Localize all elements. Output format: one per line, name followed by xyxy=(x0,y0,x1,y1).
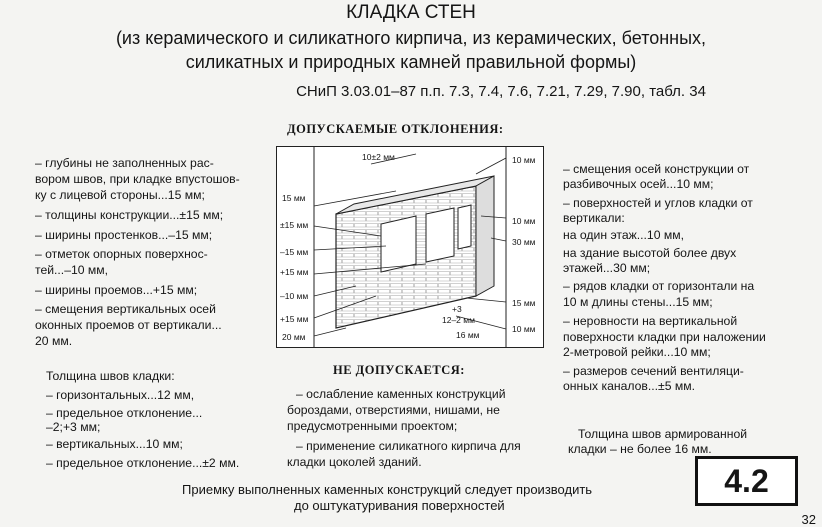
wall-drawing xyxy=(276,146,544,348)
list-item: – поверхностей и углов кладки от xyxy=(563,196,753,210)
list-item: – смещения вертикальных осей xyxy=(35,302,216,316)
dim-label-right: 15 мм xyxy=(512,298,536,308)
list-item: 20 мм. xyxy=(35,334,73,348)
list-item: – рядов кладки от горизонтали на xyxy=(563,279,755,293)
list-item: – предельное отклонение...±2 мм. xyxy=(46,456,240,470)
subtitle-line-1: (из керамического и силикатного кирпича, из керамических, бетонных, xyxy=(115,28,707,48)
snip-reference: СНиП 3.03.01–87 п.п. 7.3, 7.4, 7.6, 7.21, 7.29, 7.90, табл. 34 xyxy=(296,83,706,100)
list-item: оконных проемов от вертикали... xyxy=(35,318,222,332)
dim-label-left: +15 мм xyxy=(280,314,309,324)
footer-line-1: Приемку выполненных каменных конструкций следует производить xyxy=(182,482,593,497)
seam-label-b: 12–2 мм xyxy=(442,315,475,325)
dim-label-left: –15 мм xyxy=(280,247,309,257)
list-item: – смещения осей конструкции от xyxy=(563,162,750,176)
list-item: – толщины конструкции...±15 мм; xyxy=(35,208,224,222)
list-item: этажей...30 мм; xyxy=(563,261,651,275)
wall-diagram xyxy=(276,146,544,348)
list-item: – применение силикатного кирпича для xyxy=(296,439,521,453)
list-item: бороздами, отверстиями, нишами, не xyxy=(287,403,500,417)
list-item: 2-метровой рейки...10 мм; xyxy=(563,345,711,359)
dim-label-left: 15 мм xyxy=(282,193,306,203)
list-item: – отметок опорных поверхнос- xyxy=(35,247,208,261)
list-item: – глубины не заполненных рас- xyxy=(35,156,214,170)
footer-line-2: до оштукатуривания поверхностей xyxy=(294,498,505,513)
dim-label-left: +15 мм xyxy=(280,267,309,277)
list-item: кладки цоколей зданий. xyxy=(287,455,422,469)
reinforced-seam-line-1: Толщина швов армированной xyxy=(578,427,748,441)
dim-label-right: 10 мм xyxy=(512,324,536,334)
list-item: поверхности кладки при наложении xyxy=(563,330,766,344)
subtitle-line-2: силикатных и природных камней правильной формы) xyxy=(185,52,637,72)
list-item: тей...–10 мм, xyxy=(35,263,109,277)
dim-label-right: 30 мм xyxy=(512,237,536,247)
list-item: ку с лицевой стороны...15 мм; xyxy=(35,188,205,202)
dim-label-left: –10 мм xyxy=(280,291,309,301)
list-item: предусмотренными проектом; xyxy=(287,419,458,433)
list-item: вором швов, при кладке впустошов- xyxy=(35,172,240,186)
dim-label-right: 10 мм xyxy=(512,216,536,226)
list-item: – вертикальных...10 мм; xyxy=(46,437,183,451)
allowed-deviations-heading: ДОПУСКАЕМЫЕ ОТКЛОНЕНИЯ: xyxy=(287,122,504,136)
list-item: на здание высотой более двух xyxy=(563,246,737,260)
list-item: – ширины проемов...+15 мм; xyxy=(35,283,198,297)
page-number: 32 xyxy=(801,512,816,527)
forbidden-heading: НЕ ДОПУСКАЕТСЯ: xyxy=(333,363,465,377)
list-item: – предельное отклонение... xyxy=(46,406,203,420)
dim-label-top: 10±2 мм xyxy=(362,152,395,162)
page-title: КЛАДКА СТЕН xyxy=(346,2,476,23)
list-item: разбивочных осей...10 мм; xyxy=(563,177,714,191)
seam-label-c: 16 мм xyxy=(456,330,480,340)
list-item: – ослабление каменных конструкций xyxy=(296,387,506,401)
list-item: на один этаж...10 мм, xyxy=(563,228,685,242)
list-item: – ширины простенков...–15 мм; xyxy=(35,228,213,242)
list-item: –2;+3 мм; xyxy=(46,420,101,434)
list-item: – горизонтальных...12 мм, xyxy=(46,388,195,402)
seam-title: Толщина швов кладки: xyxy=(46,369,175,383)
list-item: – неровности на вертикальной xyxy=(563,314,738,328)
dim-label-left: 20 мм xyxy=(282,332,306,342)
list-item: – размеров сечений вентиляци- xyxy=(563,364,744,378)
list-item: 10 м длины стены...15 мм; xyxy=(563,295,713,309)
section-badge: 4.2 xyxy=(695,456,798,506)
dim-label-left: ±15 мм xyxy=(280,220,309,230)
list-item: онных каналов...±5 мм. xyxy=(563,379,696,393)
list-item: вертикали: xyxy=(563,211,625,225)
dim-label-right: 10 мм xyxy=(512,155,536,165)
seam-label-a: +3 xyxy=(452,304,462,314)
reinforced-seam-line-2: кладки – не более 16 мм. xyxy=(568,442,712,456)
